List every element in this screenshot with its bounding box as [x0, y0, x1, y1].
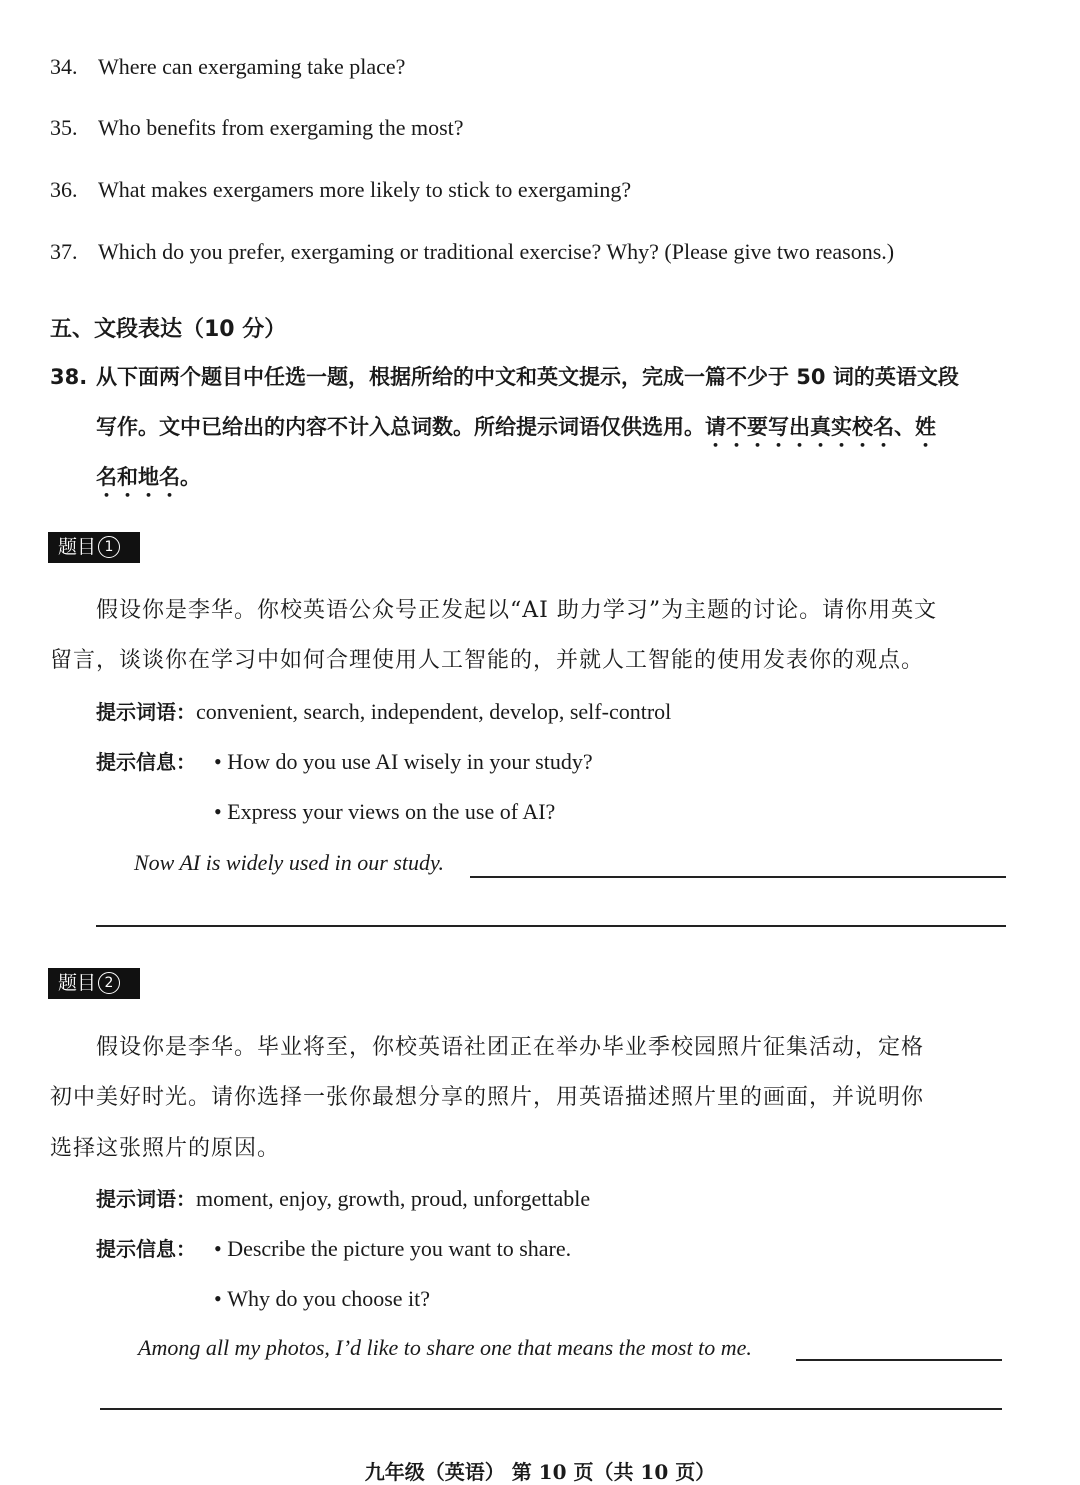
question-37	[50, 237, 894, 267]
topic2-starter-sentence: Among all my photos, I’d like to share one that means the most to me.	[138, 1335, 752, 1360]
q38-instruction-line3	[96, 462, 201, 502]
bullet-text: How do you use AI wisely in your study?	[227, 749, 593, 774]
page-footer: 九年级（英语） 第 10 页（共 10 页）	[364, 1460, 716, 1484]
topic2-bullet-1	[214, 1234, 571, 1264]
answer-line	[796, 1359, 1002, 1361]
bullet-dot-icon: •	[214, 1286, 228, 1311]
bullet-text: Describe the picture you want to share.	[227, 1236, 572, 1261]
bullet-dot-icon: •	[214, 749, 228, 774]
question-34	[50, 52, 405, 82]
topic2-hint-info	[96, 1234, 196, 1264]
topic2-badge	[48, 968, 140, 999]
hint-words-label: 提示词语：	[96, 700, 196, 724]
question-35	[50, 113, 464, 143]
instruction-text: 写作。文中已给出的内容不计入总词数。所给提示词语仅供选用。	[96, 415, 705, 439]
topic1-hint-words	[96, 697, 671, 727]
bullet-text: Express your views on the use of AI?	[227, 799, 556, 824]
hint-words-label: 提示词语：	[96, 1187, 196, 1211]
question-36	[50, 175, 631, 205]
q38-instruction-line1	[50, 362, 959, 392]
topic2-hint-words	[96, 1184, 590, 1214]
emphasized-instruction: 请不要写出真实校名、姓	[705, 415, 936, 439]
badge-number: 1	[98, 536, 120, 558]
instruction-text: 从下面两个题目中任选一题，根据所给的中文和英文提示，完成一篇不少于 50 词的英语文段	[96, 365, 959, 389]
topic2-prompt-line2: 初中美好时光。请你选择一张你最想分享的照片，用英语描述照片里的画面，并说明你	[50, 1085, 925, 1110]
hint-info-label: 提示信息：	[96, 1237, 196, 1261]
q38-instruction-line2	[96, 412, 936, 452]
topic1-bullet-2	[214, 797, 555, 827]
hint-words: moment, enjoy, growth, proud, unforgettable	[196, 1186, 591, 1211]
question-number: 36.	[50, 177, 78, 202]
question-text: Which do you prefer, exergaming or traditional exercise? Why? (Please give two reasons.)	[98, 239, 895, 264]
topic1-hint-info	[96, 747, 196, 777]
question-number: 35.	[50, 115, 78, 140]
topic1-prompt-line1: 假设你是李华。你校英语公众号正发起以“AI 助力学习”为主题的讨论。请你用英文	[96, 598, 938, 623]
bullet-dot-icon: •	[214, 799, 228, 824]
question-text: Where can exergaming take place?	[98, 54, 406, 79]
topic1-bullet-1	[214, 747, 593, 777]
badge-label: 题目	[58, 536, 97, 558]
question-number: 34.	[50, 54, 78, 79]
emphasized-instruction: 名和地名。	[96, 465, 201, 489]
badge-number: 2	[98, 972, 120, 994]
topic1-prompt-line2: 留言，谈谈你在学习中如何合理使用人工智能的，并就人工智能的使用发表你的观点。	[50, 648, 925, 673]
question-number: 37.	[50, 239, 78, 264]
question-text: Who benefits from exergaming the most?	[98, 115, 464, 140]
bullet-text: Why do you choose it?	[227, 1286, 431, 1311]
question-text: What makes exergamers more likely to stick to exergaming?	[98, 177, 632, 202]
badge-label: 题目	[58, 972, 97, 994]
hint-words: convenient, search, independent, develop, self-control	[196, 699, 672, 724]
bullet-dot-icon: •	[214, 1236, 228, 1261]
question-number: 38.	[50, 365, 88, 389]
topic1-badge	[48, 532, 140, 563]
topic2-prompt-line3: 选择这张照片的原因。	[50, 1136, 281, 1161]
topic2-prompt-line1: 假设你是李华。毕业将至，你校英语社团正在举办毕业季校园照片征集活动，定格	[96, 1035, 925, 1060]
section-heading: 五、文段表达（10 分）	[50, 317, 287, 342]
topic2-bullet-2	[214, 1284, 430, 1314]
answer-line	[96, 925, 1006, 927]
topic1-starter-sentence: Now AI is widely used in our study.	[134, 850, 445, 875]
hint-info-label: 提示信息：	[96, 750, 196, 774]
answer-line	[100, 1408, 1002, 1410]
answer-line	[470, 876, 1006, 878]
